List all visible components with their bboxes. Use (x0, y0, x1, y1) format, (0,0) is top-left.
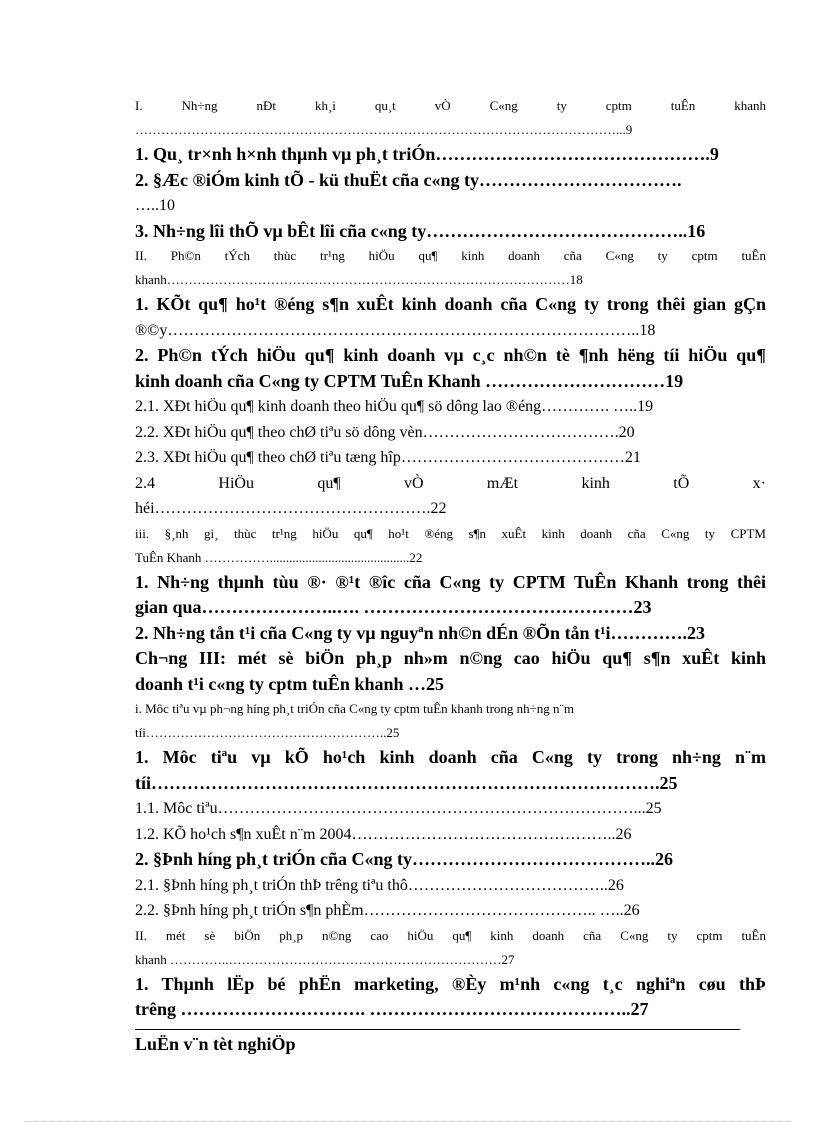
toc-entry-ii-1-page: trêng …………………………. ……………………………………..27 (135, 999, 649, 1019)
table-of-contents (135, 94, 766, 1023)
toc-entry-i-1-1: 1.1. Môc tiªu……………………………………………………………………...25 (135, 800, 662, 817)
footer-divider (135, 1029, 740, 1030)
toc-entry-3-1: 1. Nh÷ng thµnh tùu ®· ®¹t ®îc cña C«ng ty CPTM TuÊn Khanh trong thêi (135, 571, 766, 592)
toc-entry-i-1-page: tíi………………………………………………………………………….25 (135, 772, 678, 793)
toc-entry-i-2: 2. §Þnh híng ph¸t triÓn cña C«ng ty…………………………………..26 (135, 849, 674, 869)
toc-entry-section-ii: II. mét sè biÖn ph¸p n©ng cao hiÖu qu¶ kinh doanh cña C«ng ty cptm tuÊn (135, 927, 766, 943)
toc-entry-1-2-page: …..10 (135, 197, 175, 214)
toc-entry-3-1-page: gian qua…………………..…. ………………………………………23 (135, 597, 652, 617)
toc-entry-2-2-page: kinh doanh cña C«ng ty CPTM TuÊn Khanh …………………………19 (135, 370, 684, 391)
toc-entry-2-2-4-page: héi…………………………………………….22 (135, 500, 447, 517)
toc-entry-section-i-page: tíi………………………………………………..25 (135, 725, 400, 740)
toc-entry-1-2: 2. §Æc ®iÓm kinh tÕ - kü thuËt cña c«ng ty……………………………. (135, 169, 682, 190)
toc-entry-section-1-dots: …………………………………………………………………………………………………...9 (135, 122, 633, 137)
toc-entry-section-2: II. Ph©n tÝch thùc tr¹ng hiÖu qu¶ kinh doanh cña C«ng ty cptm tuÊn (135, 248, 766, 263)
toc-entry-3-2: 2. Nh÷ng tån t¹i cña C«ng ty vµ nguyªn nh©n dÉn ®Õn tån t¹i………….23 (135, 622, 705, 643)
toc-entry-i-1-2: 1.2. KÕ ho¹ch s¶n xuÊt n¨m 2004…………………………………………..26 (135, 825, 632, 843)
toc-entry-chapter-3: Ch¬ng III: mét sè biÖn ph¸p nh»m n©ng cao hiÖu qu¶ s¶n xuÊt kinh (135, 648, 766, 668)
page-bottom-border (24, 1121, 792, 1122)
toc-entry-section-2-page: khanh…………………………………………………………………………………18 (135, 272, 583, 287)
toc-entry-ii-1: 1. Thµnh lËp bé phËn marketing, ®Èy m¹nh c«ng t¸c nghiªn cøu thÞ (135, 973, 766, 994)
toc-entry-2-1-page: ®©y……………………………………………………………………………..18 (135, 321, 656, 339)
toc-entry-chapter-3-page: doanh t¹i c«ng ty cptm tuÊn khanh …25 (135, 673, 444, 694)
toc-entry-2-2: 2. Ph©n tÝch hiÖu qu¶ kinh doanh vµ c¸c nh©n tè ¶nh hëng tíi hiÖu qu¶ (135, 345, 766, 365)
toc-entry-2-1: 1. KÕt qu¶ ho¹t ®éng s¶n xuÊt kinh doanh cña C«ng ty trong thêi gian gÇn (135, 294, 766, 314)
toc-entry-section-3: iii. §¸nh gi¸ thùc tr¹ng hiÖu qu¶ ho¹t ®éng s¶n xuÊt kinh doanh cña C«ng ty CPTM (135, 525, 766, 541)
toc-entry-i-2-2: 2.2. §Þnh híng ph¸t triÓn s¶n phÈm…………………………………….. …..26 (135, 902, 640, 919)
toc-entry-section-1: I. Nh÷ng nÐt kh¸i qu¸t vÒ C«ng ty cptm tuÊn khanh (135, 98, 766, 113)
toc-entry-1-1: 1. Qu¸ tr×nh h×nh thµnh vµ ph¸t triÓn……………………………………….9 (135, 144, 719, 164)
toc-entry-2-2-2: 2.2. XÐt hiÖu qu¶ theo chØ tiªu sö dông vèn……………………………….20 (135, 423, 635, 441)
toc-entry-2-2-3: 2.3. XÐt hiÖu qu¶ theo chØ tiªu tæng hîp……………………………………21 (135, 449, 641, 466)
toc-entry-2-2-1: 2.1. XÐt hiÖu qu¶ kinh doanh theo hiÖu qu¶ sö dông lao ®éng…………. …..19 (135, 398, 654, 415)
toc-entry-section-ii-page: khanh …………..………………………………………………………27 (135, 951, 515, 967)
toc-entry-i-1: 1. Môc tiªu vµ kÕ ho¹ch kinh doanh cña C«ng ty trong nh÷ng n¨m (135, 747, 766, 767)
toc-entry-1-3: 3. Nh÷ng lîi thÕ vµ bÊt lîi cña c«ng ty……………………………………..16 (135, 220, 706, 241)
page-footer: LuËn v¨n tèt nghiÖp (135, 1034, 296, 1054)
toc-entry-i-2-1: 2.1. §Þnh híng ph¸t triÓn thÞ trêng tiªu thô………………………………..26 (135, 876, 624, 894)
toc-entry-section-3-page: TuÊn Khanh ……………...........................................22 (135, 549, 423, 565)
toc-entry-section-i: i. Môc tiªu vµ ph¬ng híng ph¸t triÓn cña C«ng ty cptm tuÊn khanh trong nh÷ng n¨m (135, 701, 574, 716)
toc-entry-2-2-4: 2.4 HiÖu qu¶ vÒ mÆt kinh tÕ x· (135, 474, 766, 492)
